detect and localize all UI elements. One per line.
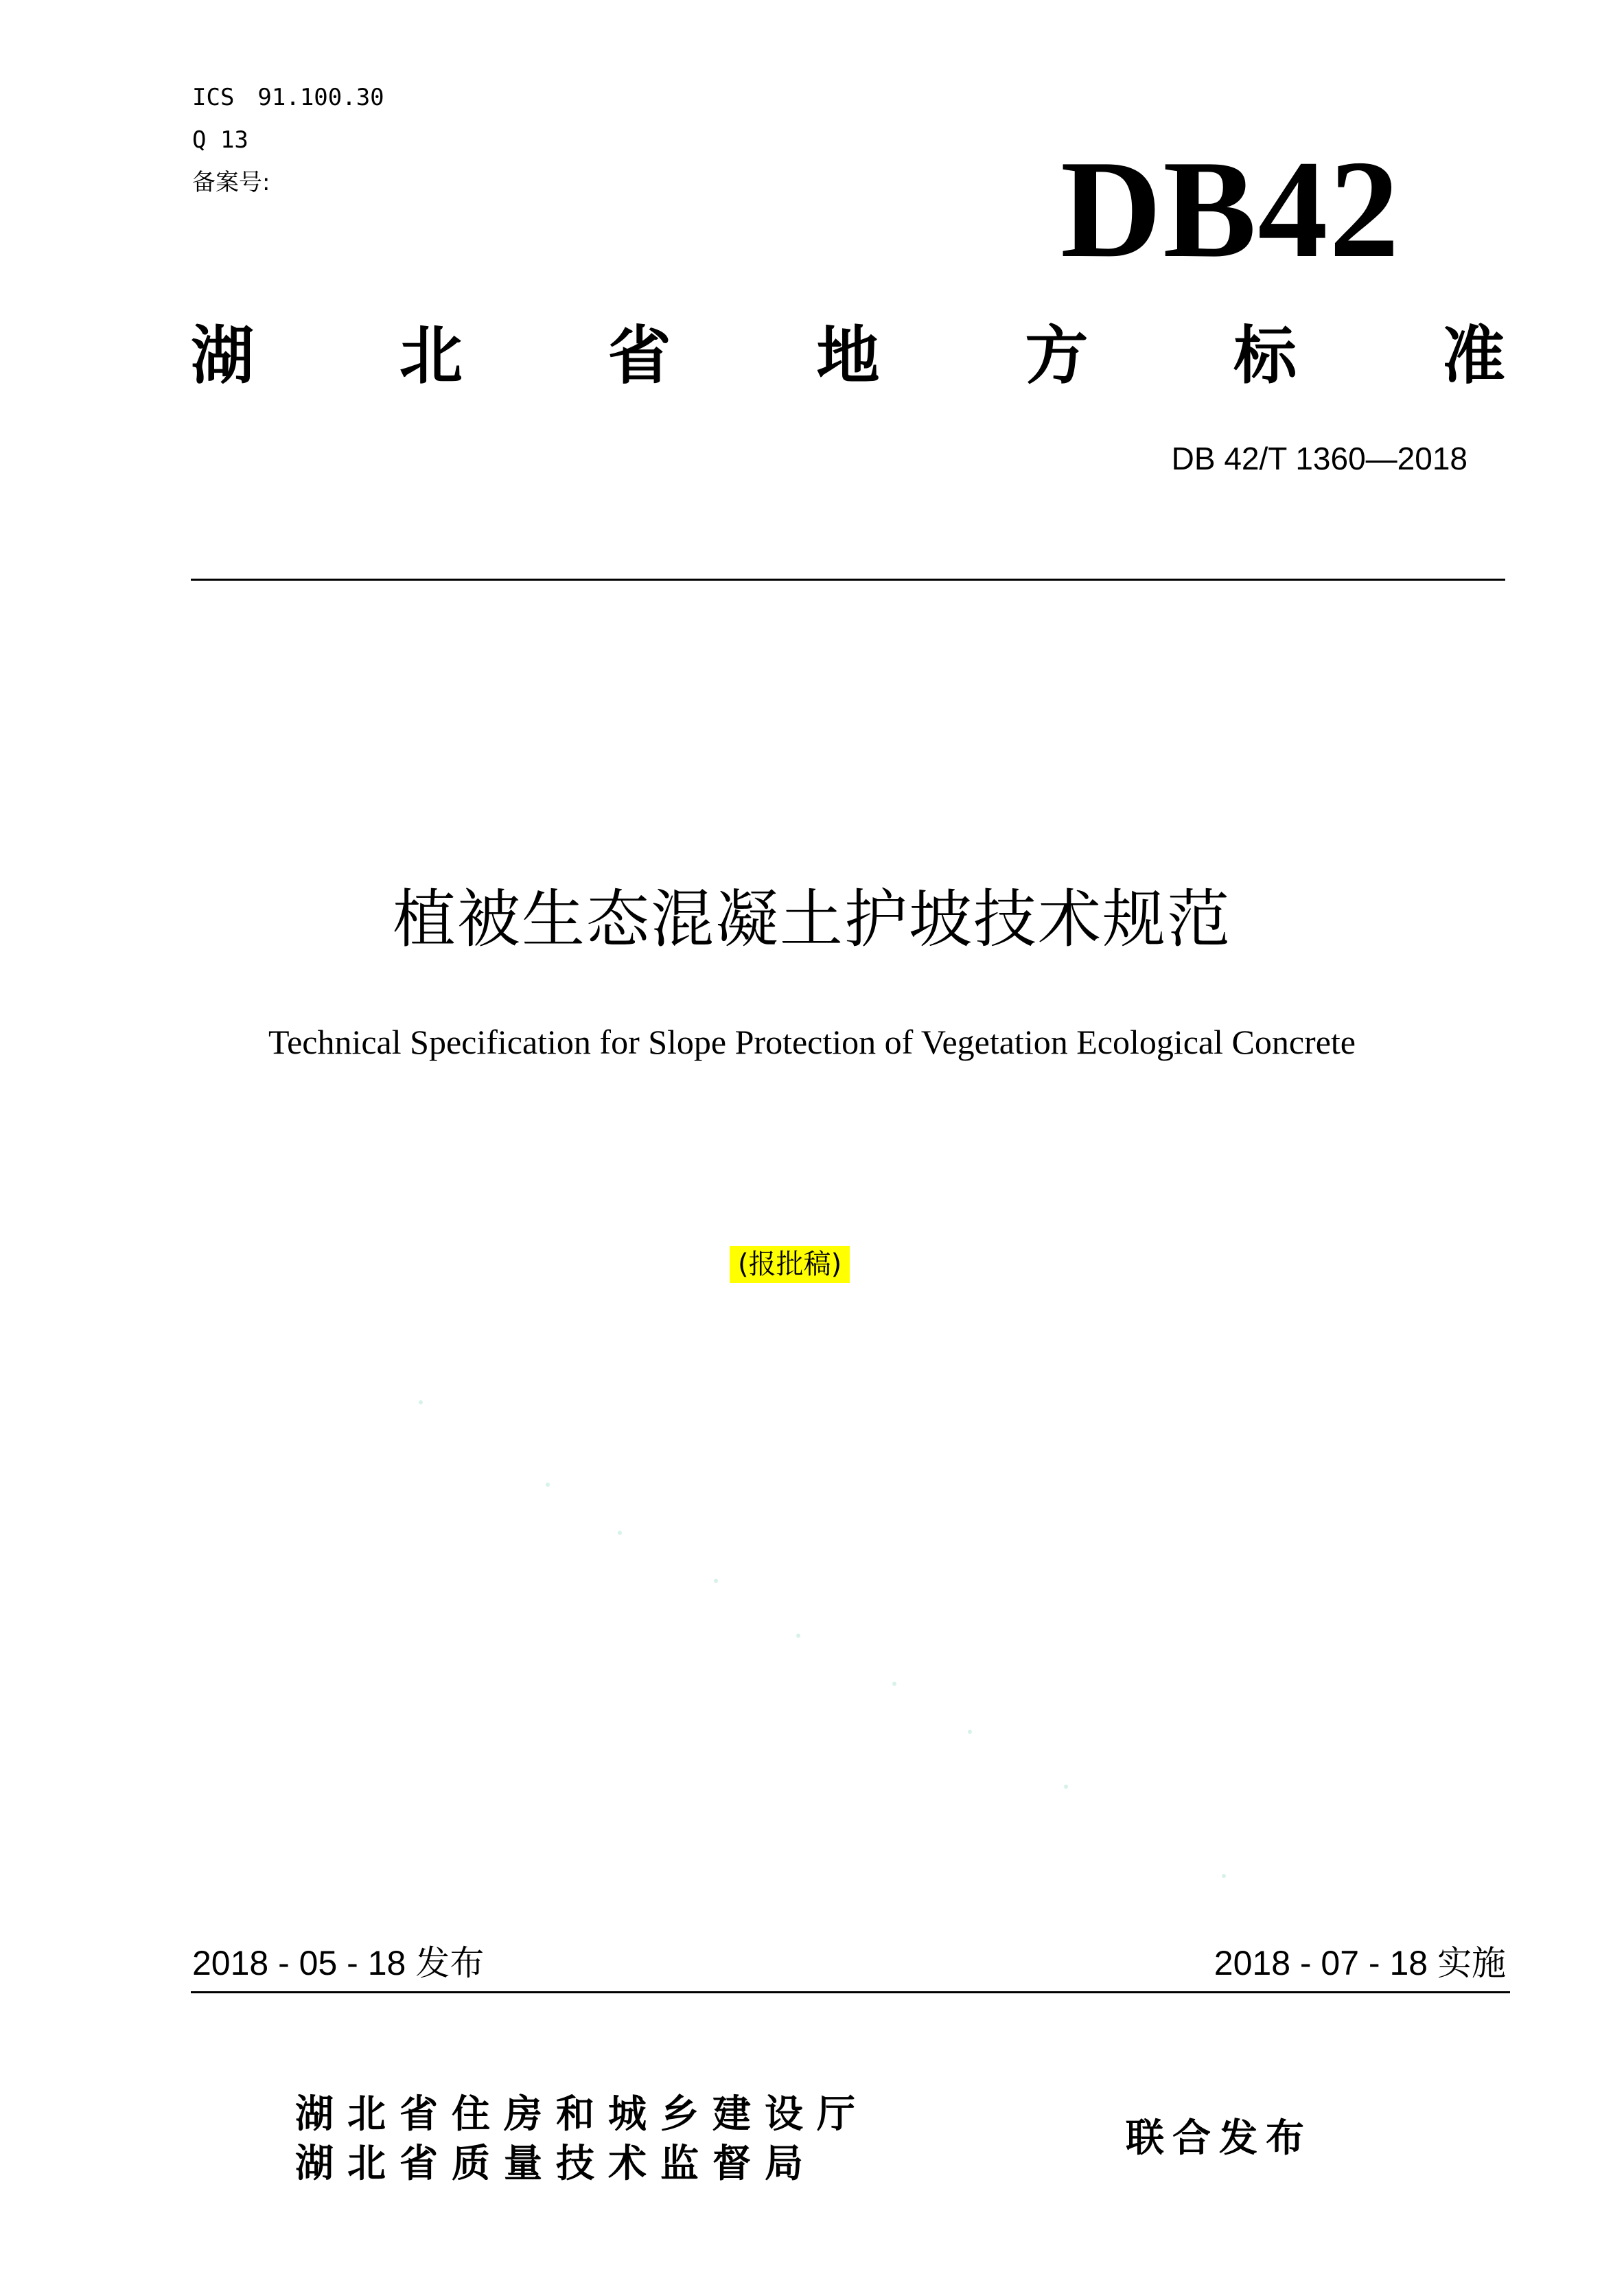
header-divider	[191, 579, 1505, 581]
filing-number-label: 备案号:	[192, 169, 270, 196]
scan-speck	[714, 1579, 718, 1583]
footer-divider	[191, 1991, 1510, 1993]
effective-label: 实施	[1437, 1943, 1506, 1983]
scan-speck	[796, 1634, 800, 1638]
scan-speck	[419, 1400, 423, 1404]
standard-category-title	[191, 318, 1505, 394]
scan-speck	[618, 1531, 622, 1535]
effective-date-line	[1214, 1943, 1506, 1984]
ics-label: ICS	[192, 84, 235, 111]
issuer-line-1: 湖北省住房和城乡建设厅	[295, 2092, 869, 2137]
category-char: 准	[1441, 319, 1505, 393]
issue-date-line	[192, 1943, 484, 1984]
scan-speck	[892, 1682, 896, 1686]
ics-line	[192, 84, 384, 111]
issuer-line-2: 湖北省质量技术监督局	[295, 2142, 817, 2186]
scan-speck	[1064, 1785, 1068, 1789]
effective-date: 2018 - 07 - 18	[1214, 1944, 1428, 1982]
scan-speck	[546, 1483, 550, 1487]
db42-logo: DB42	[1060, 132, 1401, 287]
scan-speck	[968, 1730, 972, 1734]
category-char: 地	[816, 319, 880, 393]
draft-status-badge: (报批稿)	[730, 1246, 850, 1283]
category-char: 标	[1233, 319, 1297, 393]
english-title: Technical Specification for Slope Protection of Vegetation Ecological Concrete	[268, 1023, 1356, 1061]
ics-code: 91.100.30	[257, 84, 384, 111]
category-char: 方	[1025, 319, 1089, 393]
ccs-code: Q 13	[192, 126, 248, 154]
chinese-title: 植被生态混凝土护坡技术规范	[392, 883, 1231, 956]
category-char: 北	[399, 319, 463, 393]
issue-date: 2018 - 05 - 18	[192, 1944, 406, 1982]
issue-label: 发布	[415, 1943, 485, 1983]
category-char: 省	[607, 319, 671, 393]
standard-number: DB 42/T 1360—2018	[1171, 441, 1468, 476]
joint-release-label: 联合发布	[1126, 2116, 1312, 2161]
category-char: 湖	[191, 319, 255, 393]
scan-speck	[1222, 1874, 1226, 1878]
